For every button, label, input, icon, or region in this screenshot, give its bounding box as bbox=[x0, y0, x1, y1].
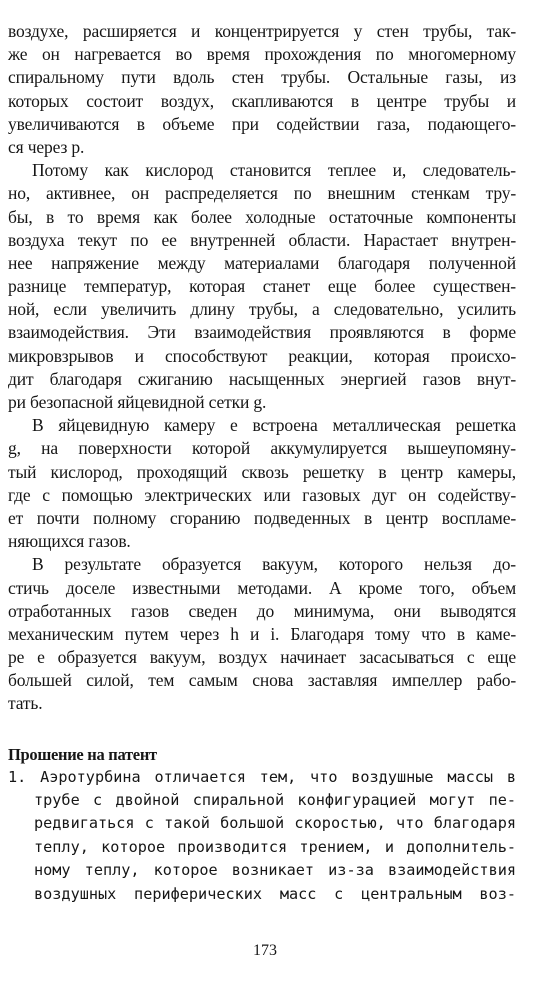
text-line: увеличиваются в объеме при содействии газа, подающего- bbox=[8, 113, 516, 134]
text-line: но, активнее, он распределяется по внешним стенкам тру- bbox=[8, 183, 516, 204]
text-line: ся через p. bbox=[8, 136, 85, 157]
text-line: разнице температур, которая станет еще более существен- bbox=[8, 276, 516, 297]
text-line: g, на поверхности которой аккумулируется вышеупомяну- bbox=[8, 438, 516, 459]
text-line: механическим путем через h и i. Благодаря тому что в каме- bbox=[8, 623, 516, 644]
text-line: тый кислород, проходящий сквозь решетку в центр камеры, bbox=[8, 461, 516, 482]
section-heading: Прошение на патент bbox=[8, 744, 157, 764]
text-line: воздуха текут по ее внутренней области. Нарастает внутрен- bbox=[8, 229, 516, 250]
text-line: В результате образуется вакуум, которого нельзя до- bbox=[32, 554, 516, 575]
text-line: где с помощью электрических или газовых дуг он содейству- bbox=[8, 484, 516, 505]
text-line: 1. Аэротурбина отличается тем, что воздушные массы в bbox=[8, 767, 516, 786]
text-line: которых состоит воздух, скапливаются в центре трубы и bbox=[8, 90, 516, 111]
text-line: взаимодействия. Эти взаимодействия проявляются в форме bbox=[8, 322, 516, 343]
claim-1 bbox=[8, 766, 516, 906]
text-line: нее напряжение между материалами благодаря полученной bbox=[8, 252, 516, 273]
paragraph-4 bbox=[8, 553, 516, 715]
text-line: спиральному пути вдоль стен трубы. Остальные газы, из bbox=[8, 67, 516, 88]
text-line: ри безопасной яйцевидной сетки g. bbox=[8, 392, 267, 412]
text-line: тать. bbox=[8, 693, 43, 714]
text-line: же он нагревается во время прохождения по многомерному bbox=[8, 44, 516, 65]
text-line: воздушных периферических масс с центральным воз- bbox=[34, 884, 516, 903]
text-line: ной, если увеличить длину трубы, а следовательно, усилить bbox=[8, 299, 516, 320]
text-line: трубе с двойной спиральной конфигурацией могут пе- bbox=[34, 791, 516, 810]
text-line: ет почти полному сгоранию подведенных в центр воспламе- bbox=[8, 507, 516, 528]
text-line: Потому как кислород становится теплее и, следователь- bbox=[32, 160, 516, 181]
text-line: теплу, которое производится трением, и дополнитель- bbox=[34, 837, 516, 856]
text-line: стичь доселе известными методами. А кроме того, объем bbox=[8, 577, 516, 598]
text-line: воздухе, расширяется и концентрируется у стен трубы, так- bbox=[8, 21, 516, 41]
paragraph-3 bbox=[8, 414, 516, 553]
text-line: бы, в то время как более холодные остаточные компоненты bbox=[8, 206, 516, 227]
text-line: В яйцевидную камеру e встроена металлическая решетка bbox=[32, 415, 516, 436]
text-line: ному теплу, которое возникает из-за взаимодействия bbox=[34, 861, 516, 880]
text-line: отработанных газов сведен до минимума, они выводятся bbox=[8, 600, 516, 621]
text-line: большей силой, тем самым снова заставляя импеллер рабо- bbox=[8, 670, 516, 691]
paragraph-1 bbox=[8, 20, 516, 159]
text-line: редвигаться с такой большой скоростью, что благодаря bbox=[34, 814, 516, 833]
text-line: микровзрывов и способствуют реакции, которая происхо- bbox=[8, 345, 516, 366]
text-line: дит благодаря сжиганию насыщенных энергией газов внут- bbox=[8, 368, 516, 389]
page-body bbox=[8, 20, 516, 906]
text-line: няющихся газов. bbox=[8, 531, 131, 552]
page-number: 173 bbox=[253, 942, 277, 959]
text-line: ре e образуется вакуум, воздух начинает засасываться с еще bbox=[8, 647, 516, 668]
paragraph-2 bbox=[8, 159, 516, 414]
